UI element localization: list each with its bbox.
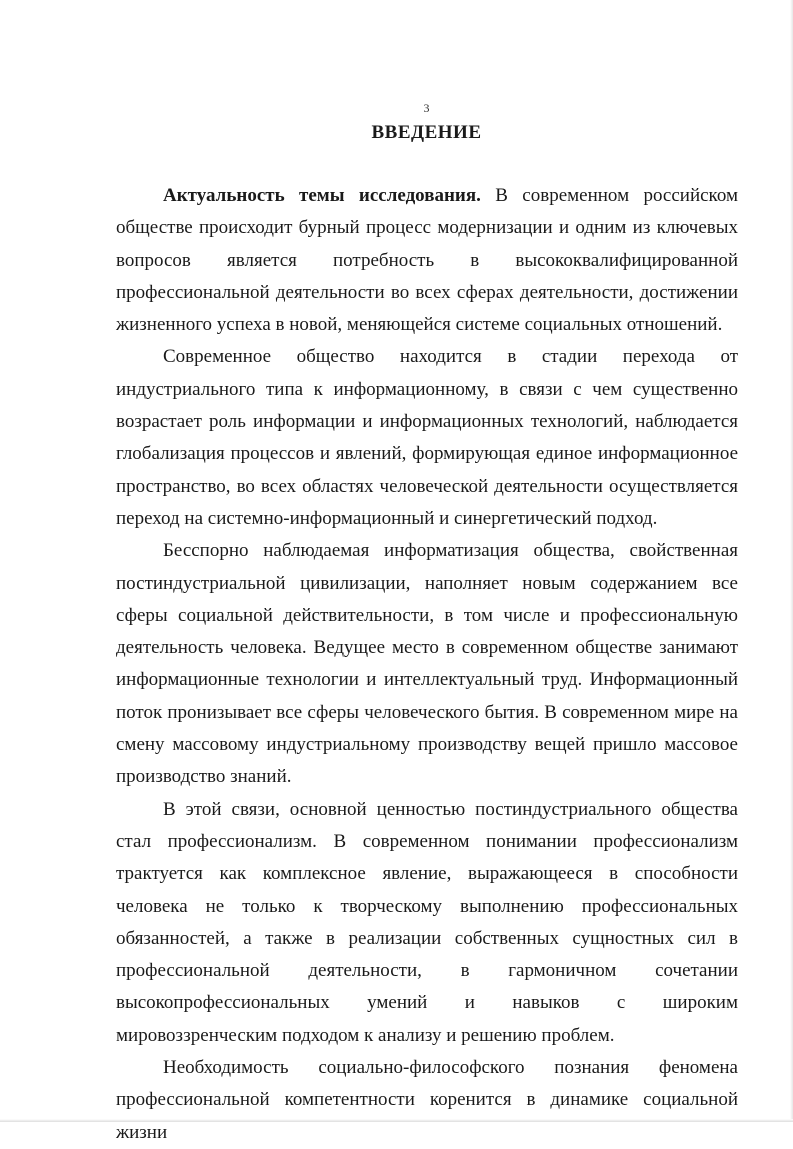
paragraph-text: Необходимость социально-философского познания феномена профессиональной компетентности коренится в динамике социальной жизни (116, 1057, 738, 1143)
body-text (116, 180, 738, 1149)
page-number: 3 (423, 101, 430, 115)
paragraph-text: Бесспорно наблюдаемая информатизация общества, свойственная постиндустриальной цивилизации, наполняет новым содержанием все сферы социальной действительности, в том числе и профессиональную деятельность человека. Ведущее место в современном обществе занимают информационные технологии и интеллектуальный труд. Информационный поток пронизывает все сферы человеческого бытия. В современном мире на смену массовому индустриальному производству вещей пришло массовое производство знаний. (116, 540, 738, 788)
paragraph-informatization (116, 535, 738, 793)
section-heading: ВВЕДЕНИЕ (371, 122, 482, 143)
paragraph-lead: Актуальность темы исследования. (163, 185, 481, 206)
paragraph-relevance (116, 180, 738, 341)
paragraph-information-society (116, 341, 738, 535)
paragraph-necessity (116, 1052, 738, 1149)
paragraph-text: В этой связи, основной ценностью постиндустриального общества стал профессионализм. В современном понимании профессионализм трактуется как комплексное явление, выражающееся в способности человека не только к творческому выполнению профессиональных обязанностей, а также в реализации собственных сущностных сил в профессиональной деятельности, в гармоничном сочетании высокопрофессиональных умений и навыков с широким мировоззренческим подходом к анализу и решению проблем. (116, 798, 738, 1046)
paragraph-text: Современное общество находится в стадии перехода от индустриального типа к информационному, в связи с чем существенно возрастает роль информации и информационных технологий, наблюдается глобализация процессов и явлений, формирующая единое информационное пространство, во всех областях человеческой деятельности осуществляется переход на системно-информационный и синергетический подход. (116, 346, 738, 529)
paragraph-text: В современном российском обществе происходит бурный процесс модернизации и одним из ключевых вопросов является потребность в высококвалифицированной профессиональной деятельности во всех сферах деятельности, достижении жизненного успеха в новой, меняющейся системе социальных отношений. (116, 185, 738, 336)
paragraph-professionalism (116, 794, 738, 1052)
